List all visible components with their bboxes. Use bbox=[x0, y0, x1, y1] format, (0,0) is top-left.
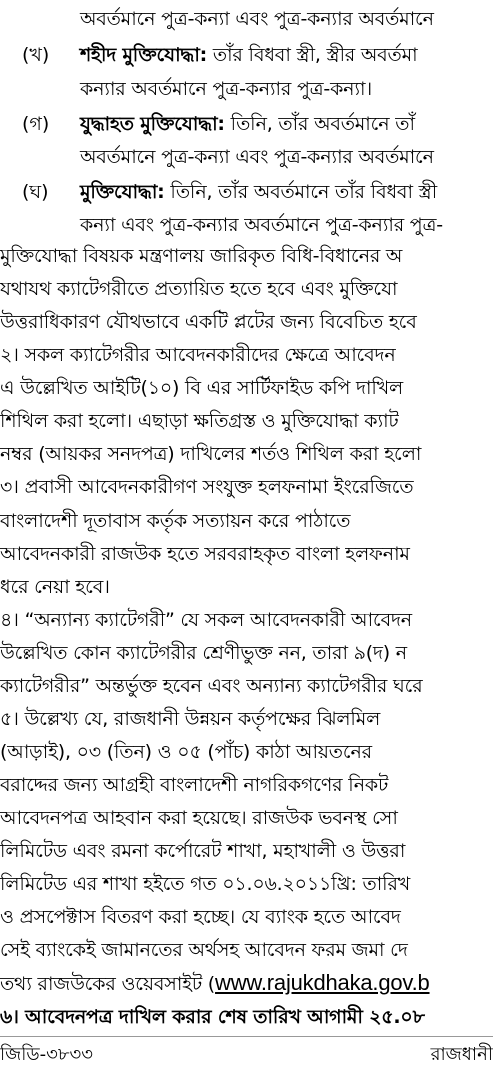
divider bbox=[0, 1036, 493, 1037]
text-line bbox=[80, 113, 415, 135]
text-line: ২। সকল ক্যাটেগরীর আবেদনকারীদের ক্ষেত্রে আবেদন bbox=[0, 344, 396, 366]
text-line: ৩। প্রবাসী আবেদনকারীগণ সংযুক্ত হলফনামা ইংরেজিতে bbox=[0, 476, 414, 498]
text-line: মুক্তিযোদ্ধা বিষয়ক মন্ত্রণালয় জারিকৃত বিধি-বিধানের অ bbox=[0, 245, 403, 267]
text-line bbox=[80, 181, 437, 203]
list-marker-ga: (গ) bbox=[22, 113, 50, 135]
text-line: এ উল্লেখিত আইটি(১০) বি এর সার্টিফাইড কপি দাখিল bbox=[0, 377, 404, 399]
text-line: বাংলাদেশী দূতাবাস কর্তৃক সত্যায়ন করে পাঠাতে bbox=[0, 510, 351, 532]
text-line: কন্যা এবং পুত্র-কন্যার অবর্তমানে পুত্র-কন্যার পুত্র- bbox=[80, 214, 443, 236]
website-link[interactable]: www.rajukdhaka.gov.b bbox=[215, 970, 430, 995]
text-line: আবেদনকারী রাজউক হতে সরবরাহকৃত বাংলা হলফনাম bbox=[0, 543, 410, 565]
text-line-deadline: ৬। আবেদনপত্র দাখিল করার শেষ তারিখ আগামী ২৫.০৮ bbox=[0, 1006, 425, 1028]
text-line: লিমিটেড এবং রমনা কর্পোরেট শাখা, মহাখালী ও উত্তরা bbox=[0, 840, 406, 862]
text-span: তথ্য রাজউকের ওয়েবসাইট ( bbox=[0, 973, 216, 995]
text-line: সেই ব্যাংকেই জামানতের অর্থসহ আবেদন ফরম জমা দে bbox=[0, 939, 408, 961]
text-line: ক্যাটেগরীর” অন্তর্ভুক্ত হবেন এবং অন্যান্য ক্যাটেগরীর ঘরে bbox=[0, 675, 423, 697]
text-span: তাঁর বিধবা স্ত্রী, স্ত্রীর অবর্তমা bbox=[207, 44, 418, 66]
text-line: ৫। উল্লেখ্য যে, রাজধানী উন্নয়ন কর্তৃপক্ষের ঝিলমিল bbox=[0, 708, 381, 730]
text-line: ও প্রসপেক্টাস বিতরণ করা হচ্ছে। যে ব্যাংক হতে আবেদ bbox=[0, 906, 401, 928]
text-line: আবেদনপত্র আহবান করা হয়েছে। রাজউক ভবনস্থ সো bbox=[0, 807, 398, 829]
footer-code: জিডি-৩৮৩৩ bbox=[0, 1044, 93, 1065]
text-line bbox=[0, 972, 430, 995]
text-line: যথাযথ ক্যাটেগরীতে প্রত্যায়িত হতে হবে এবং মুক্তিযো bbox=[0, 278, 398, 300]
footer-signature-label: রাজধানী bbox=[430, 1044, 493, 1065]
text-line: ধরে নেয়া হবে। bbox=[0, 576, 110, 598]
list-marker-gha: (ঘ) bbox=[22, 181, 49, 203]
text-line: বরাদ্দের জন্য আগ্রহী বাংলাদেশী নাগরিকগণের নিকট bbox=[0, 774, 389, 796]
text-line: নম্বর (আয়কর সনদপত্র) দাখিলের শর্তও শিথিল করা হলো bbox=[0, 443, 422, 465]
text-line: লিমিটেড এর শাখা হইতে গত ০১.০৬.২০১১খ্রি: তারিখ bbox=[0, 873, 411, 895]
heading-wounded-freedom-fighter: যুদ্ধাহত মুক্তিযোদ্ধা: bbox=[80, 113, 225, 135]
text-line: উত্তরাধিকারণ যৌথভাবে একটি প্লটের জন্য বিবেচিত হবে bbox=[0, 311, 417, 333]
list-marker-kha: (খ) bbox=[22, 44, 50, 66]
text-line: উল্লেখিত কোন ক্যাটেগরীর শ্রেণীভুক্ত নন, তারা ৯(দ) ন bbox=[0, 642, 407, 664]
heading-martyr-freedom-fighter: শহীদ মুক্তিযোদ্ধা: bbox=[80, 44, 208, 66]
text-line: অবর্তমানে পুত্র-কন্যা এবং পুত্র-কন্যার অবর্তমানে bbox=[80, 146, 434, 168]
heading-freedom-fighter: মুক্তিযোদ্ধা: bbox=[80, 181, 165, 203]
text-line: অবর্তমানে পুত্র-কন্যা এবং পুত্র-কন্যার অবর্তমানে bbox=[80, 8, 434, 30]
text-line: (আড়াই), ০৩ (তিন) ও ০৫ (পাঁচ) কাঠা আয়তনের bbox=[0, 741, 372, 763]
text-line: ৪। “অন্যান্য ক্যাটেগরী” যে সকল আবেদনকারী আবেদন bbox=[0, 609, 412, 631]
text-line: কন্যার অবর্তমানে পুত্র-কন্যার পুত্র-কন্যা। bbox=[80, 78, 372, 100]
text-span: তিনি, তাঁর অবর্তমানে তাঁ bbox=[224, 113, 415, 135]
text-line bbox=[80, 44, 417, 66]
text-line: শিথিল করা হলো। এছাড়া ক্ষতিগ্রস্ত ও মুক্তিযোদ্ধা ক্যাট bbox=[0, 410, 399, 432]
text-span: তিনি, তাঁর অবর্তমানে তাঁর বিধবা স্ত্রী bbox=[164, 181, 437, 203]
